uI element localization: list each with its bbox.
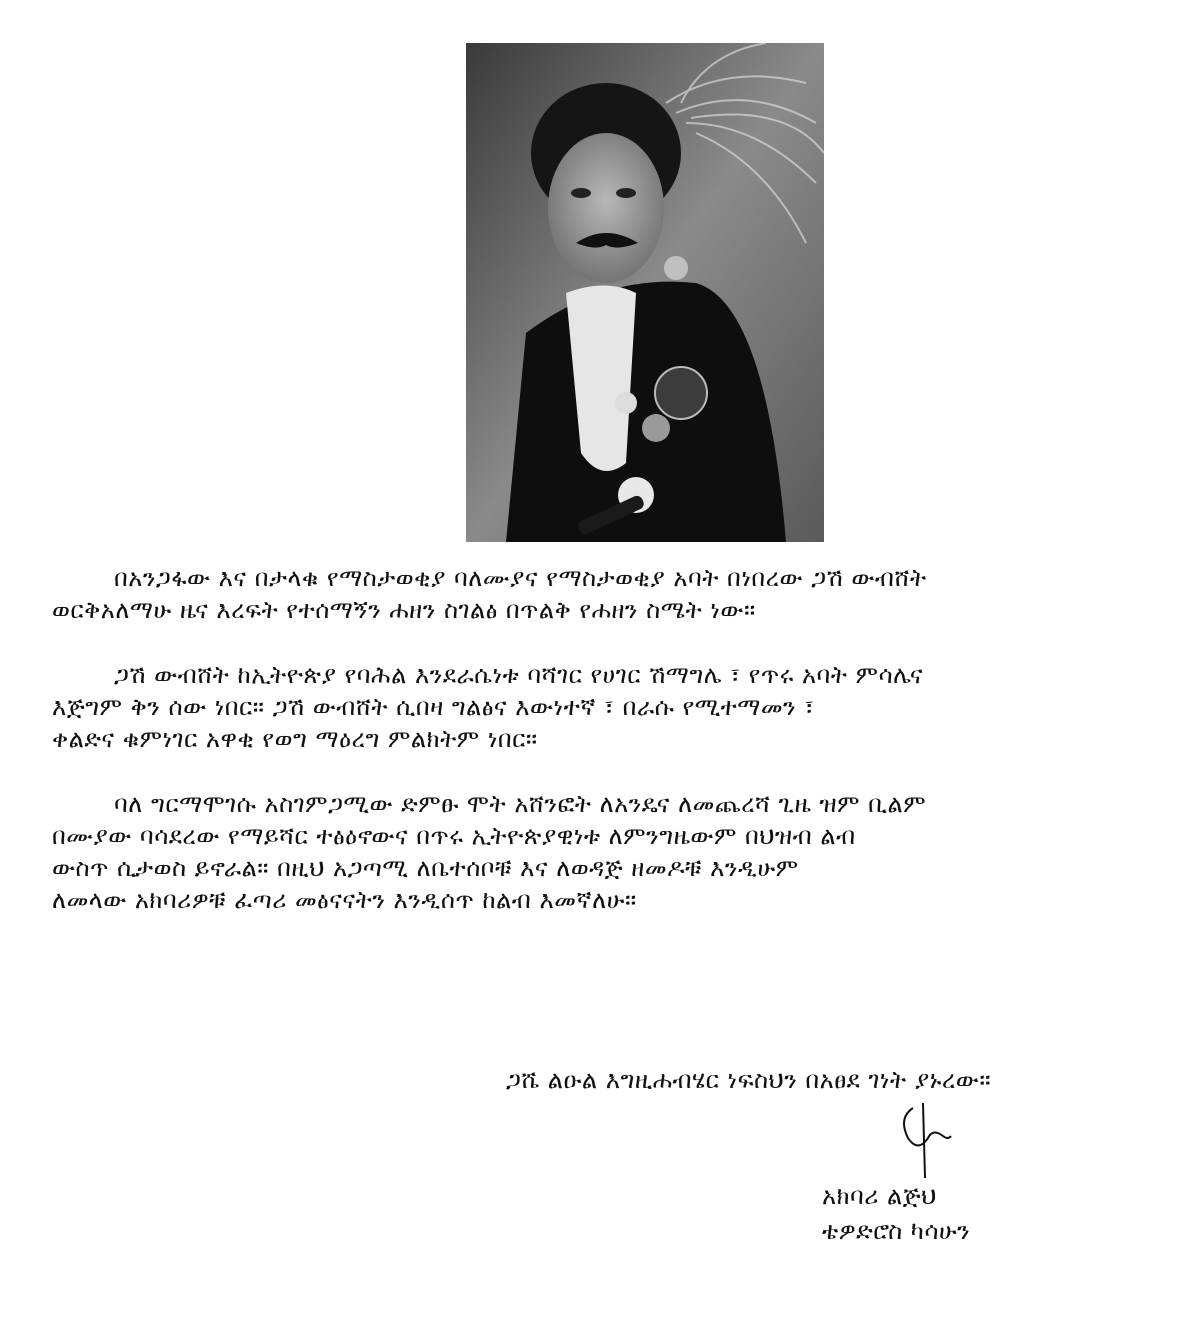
signer-name: ቴዎድሮስ ካሳሁን	[822, 1217, 971, 1245]
letter-body	[52, 562, 1162, 949]
signer-block	[822, 1179, 970, 1249]
portrait-photo	[466, 43, 824, 542]
portrait-illustration	[466, 43, 824, 542]
handwritten-signature	[893, 1098, 953, 1183]
signer-title: አክባሪ ልጅህ	[822, 1182, 937, 1210]
paragraph-1: በአንጋፋው እና በታላቁ የማስታወቂያ ባለሙያና የማስታወቂያ አባት በነበረው ጋሽ ውብሸት ወርቅአለማሁ ዜና እረፍት የተሰማኝን ሐዘን ስገልፅ በጥልቅ የሐዘን ስሜት ነው።	[52, 564, 927, 624]
closing-line: ጋሼ ልዑል እግዚሐብሄር ነፍስህን በአፀደ ገነት ያኑረው።	[506, 1066, 992, 1094]
paragraph-3: ባለ ግርማሞገሱ አስገምጋሚው ድምፁ ሞት አሸንፎት ለአንዴና ለመጨረሻ ጊዜ ዝም ቢልም በሙያው ባሳደረው የማይሻር ተፅዕኖውና በጥሩ ኢትዮጵያዊነቱ ለምንግዜውም በህዝብ ልብ ውስጥ ሲታወስ ይኖራል። በዚህ አጋጣሚ ለቤተሰቦቹ እና ለወዳጅ ዘመዶቹ እንዲሁም ለመላው አክባሪዎቹ ፈጣሪ መፅናናትን እንዲሰጥ ከልብ እመኛለሁ።	[52, 790, 927, 914]
paragraph-2: ጋሽ ውብሸት ከኢትዮጵያ የባሕል እንደራሴነቱ ባሻገር የሀገር ሽማግሌ ፣ የጥሩ አባት ምሳሌና እጅግም ቅን ሰው ነበር። ጋሽ ውብሸት ሲበዛ ግልፅና እውነተኛ ፣ በራሱ የሚተማመን ፣ ቀልድና ቁምነገር አዋቂ የወግ ማዕረግ ምልክትም ነበር።	[52, 661, 924, 753]
